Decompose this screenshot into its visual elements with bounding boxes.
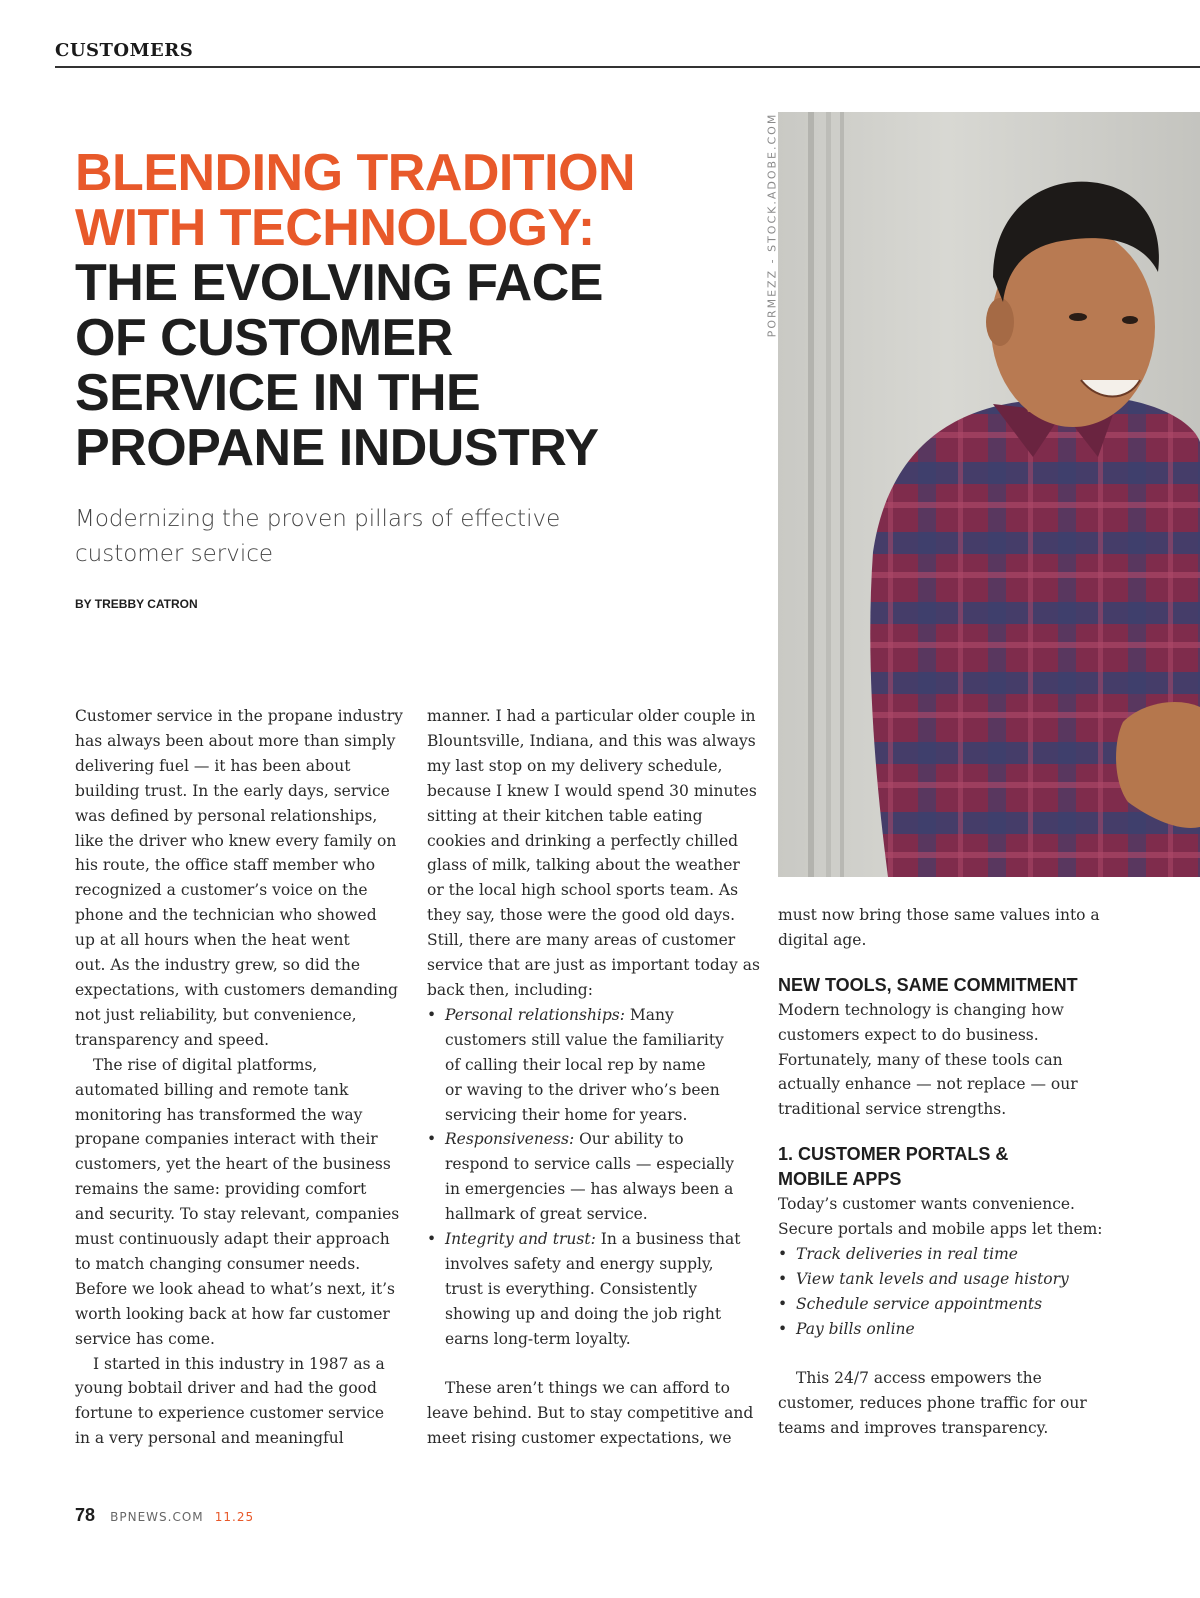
text-line: leave behind. But to stay competitive and: [427, 1404, 754, 1423]
text-line: automated billing and remote tank: [75, 1080, 349, 1099]
footer-issue: 11.25: [214, 1510, 255, 1524]
body-column-3: [778, 903, 1108, 1441]
page-number: 78: [75, 1505, 96, 1525]
bullet-text: or waving to the driver who’s been: [445, 1080, 720, 1099]
text-line: to match changing consumer needs.: [75, 1254, 361, 1273]
headline-line: PROPANE INDUSTRY: [75, 419, 599, 477]
text-line: recognized a customer’s voice on the: [75, 881, 368, 900]
text-line: or the local high school sports team. As: [427, 881, 739, 900]
text-line: they say, those were the good old days.: [427, 906, 736, 925]
bullet-text: servicing their home for years.: [445, 1105, 688, 1124]
text-line: digital age.: [778, 930, 867, 949]
text-line: I started in this industry in 1987 as a: [93, 1354, 385, 1373]
text-line: in a very personal and meaningful: [75, 1429, 344, 1448]
headline-line: THE EVOLVING FACE: [75, 254, 603, 312]
text-line: transparency and speed.: [75, 1030, 270, 1049]
list-item: [427, 1127, 757, 1227]
deck-line: customer service: [75, 541, 274, 567]
article-headline: [75, 146, 715, 476]
deck-line: Modernizing the proven pillars of effective: [75, 506, 561, 532]
list-item: [778, 1292, 1108, 1317]
paragraph-gap: [778, 1342, 1108, 1367]
text-line: out. As the industry grew, so did the: [75, 956, 361, 975]
text-line: cookies and drinking a perfectly chilled: [427, 831, 739, 850]
headline-line: SERVICE IN THE: [75, 364, 481, 422]
text-line: meet rising customer expectations, we: [427, 1429, 732, 1448]
section-header: [55, 40, 1200, 68]
text-line: back then, including:: [427, 980, 593, 999]
bullet-icon: •: [778, 1269, 788, 1288]
body-column-1: [75, 704, 405, 1451]
text-line: Blountsville, Indiana, and this was always: [427, 731, 756, 750]
text-line: was defined by personal relationships,: [75, 806, 378, 825]
bullet-icon: •: [427, 1005, 437, 1024]
section-subhead: NEW TOOLS, SAME COMMITMENT: [778, 974, 1078, 995]
text-line: Secure portals and mobile apps let them:: [778, 1219, 1103, 1238]
footer-site: BPNEWS.COM: [110, 1510, 204, 1524]
text-line: customers, yet the heart of the business: [75, 1155, 391, 1174]
text-line: expectations, with customers demanding: [75, 980, 398, 999]
bullet-icon: •: [778, 1319, 788, 1338]
byline: BY TREBBY CATRON: [75, 597, 198, 611]
bullet-text: Our ability to: [574, 1130, 684, 1149]
article-deck: [75, 502, 635, 572]
bullet-text: trust is everything. Consistently: [445, 1279, 698, 1298]
text-line: must now bring those same values into a: [778, 906, 1100, 924]
section-subhead: MOBILE APPS: [778, 1169, 902, 1190]
bullet-text: Pay bills online: [796, 1319, 915, 1338]
text-line: up at all hours when the heat went: [75, 931, 350, 950]
text-line: customers expect to do business.: [778, 1025, 1039, 1044]
text-line: Still, there are many areas of customer: [427, 931, 736, 950]
bullet-text: In a business that: [595, 1230, 741, 1249]
bullet-term: Responsiveness:: [445, 1130, 575, 1149]
photo-illustration: [778, 112, 1200, 877]
text-line: my last stop on my delivery schedule,: [427, 756, 723, 775]
bullet-icon: •: [427, 1130, 437, 1149]
text-line: The rise of digital platforms,: [93, 1055, 318, 1074]
bullet-icon: •: [427, 1230, 437, 1249]
text-line: young bobtail driver and had the good: [75, 1379, 377, 1398]
bullet-text: Schedule service appointments: [796, 1294, 1043, 1313]
list-item: [427, 1227, 757, 1352]
headline-line: WITH TECHNOLOGY:: [75, 199, 595, 257]
list-item: [778, 1242, 1108, 1267]
photo-credit-text: PORMEZZ - STOCK.ADOBE.COM: [765, 112, 779, 337]
bullet-term: Integrity and trust:: [445, 1230, 596, 1249]
bullet-text: involves safety and energy supply,: [445, 1254, 714, 1273]
text-line: service that are just as important today as: [427, 956, 760, 975]
text-line: his route, the office staff member who: [75, 856, 376, 875]
text-line: and security. To stay relevant, companies: [75, 1205, 400, 1224]
text-line: service has come.: [75, 1329, 215, 1348]
text-line: Customer service in the propane industry: [75, 707, 403, 725]
paragraph-gap: [778, 1122, 1108, 1142]
headline-line: BLENDING TRADITION: [75, 144, 636, 202]
bullet-text: customers still value the familiarity: [445, 1030, 724, 1049]
text-line: manner. I had a particular older couple in: [427, 707, 756, 725]
text-line: delivering fuel — it has been about: [75, 756, 351, 775]
text-line: Today’s customer wants convenience.: [778, 1195, 1075, 1214]
paragraph-gap: [427, 1352, 757, 1377]
page-footer: [75, 1505, 254, 1526]
list-item: [778, 1317, 1108, 1342]
headline-line: OF CUSTOMER: [75, 309, 453, 367]
bullet-text: View tank levels and usage history: [796, 1269, 1069, 1288]
bullet-text: Track deliveries in real time: [796, 1244, 1018, 1263]
bullet-text: earns long-term loyalty.: [445, 1329, 631, 1348]
bullet-text: showing up and doing the job right: [445, 1304, 722, 1323]
text-line: propane companies interact with their: [75, 1130, 378, 1149]
bullet-term: Personal relationships:: [445, 1005, 625, 1024]
text-line: like the driver who knew every family on: [75, 831, 397, 850]
body-column-2: [427, 704, 760, 1451]
text-line: remains the same: providing comfort: [75, 1180, 367, 1199]
text-line: not just reliability, but convenience,: [75, 1005, 357, 1024]
text-line: worth looking back at how far customer: [75, 1304, 390, 1323]
bullet-text: respond to service calls — especially: [445, 1155, 735, 1174]
text-line: These aren’t things we can afford to: [445, 1379, 730, 1398]
text-line: phone and the technician who showed: [75, 906, 377, 925]
text-line: customer, reduces phone traffic for our: [778, 1394, 1087, 1413]
section-label: CUSTOMERS: [55, 40, 194, 61]
text-line: actually enhance — not replace — our: [778, 1075, 1078, 1094]
article-photo: [778, 112, 1200, 877]
bullet-icon: •: [778, 1244, 788, 1263]
text-line: fortune to experience customer service: [75, 1404, 385, 1423]
text-line: Before we look ahead to what’s next, it’s: [75, 1279, 395, 1298]
text-line: sitting at their kitchen table eating: [427, 806, 703, 825]
text-line: teams and improves transparency.: [778, 1419, 1049, 1438]
bullet-text: hallmark of great service.: [445, 1205, 648, 1224]
text-line: Modern technology is changing how: [778, 1000, 1064, 1019]
text-line: monitoring has transformed the way: [75, 1105, 363, 1124]
section-subhead: 1. CUSTOMER PORTALS &: [778, 1144, 1009, 1165]
text-line: building trust. In the early days, service: [75, 781, 390, 800]
bullet-text: in emergencies — has always been a: [445, 1180, 734, 1199]
bullet-text: of calling their local rep by name: [445, 1055, 706, 1074]
text-line: This 24/7 access empowers the: [796, 1369, 1042, 1388]
bullet-text: Many: [624, 1005, 674, 1024]
bullet-icon: •: [778, 1294, 788, 1313]
text-line: Fortunately, many of these tools can: [778, 1050, 1063, 1069]
paragraph-gap: [778, 953, 1108, 973]
text-line: must continuously adapt their approach: [75, 1230, 390, 1249]
text-line: traditional service strengths.: [778, 1100, 1007, 1119]
text-line: because I knew I would spend 30 minutes: [427, 781, 757, 800]
text-line: glass of milk, talking about the weather: [427, 856, 740, 875]
list-item: [427, 1003, 757, 1128]
text-line: has always been about more than simply: [75, 731, 396, 750]
list-item: [778, 1267, 1108, 1292]
